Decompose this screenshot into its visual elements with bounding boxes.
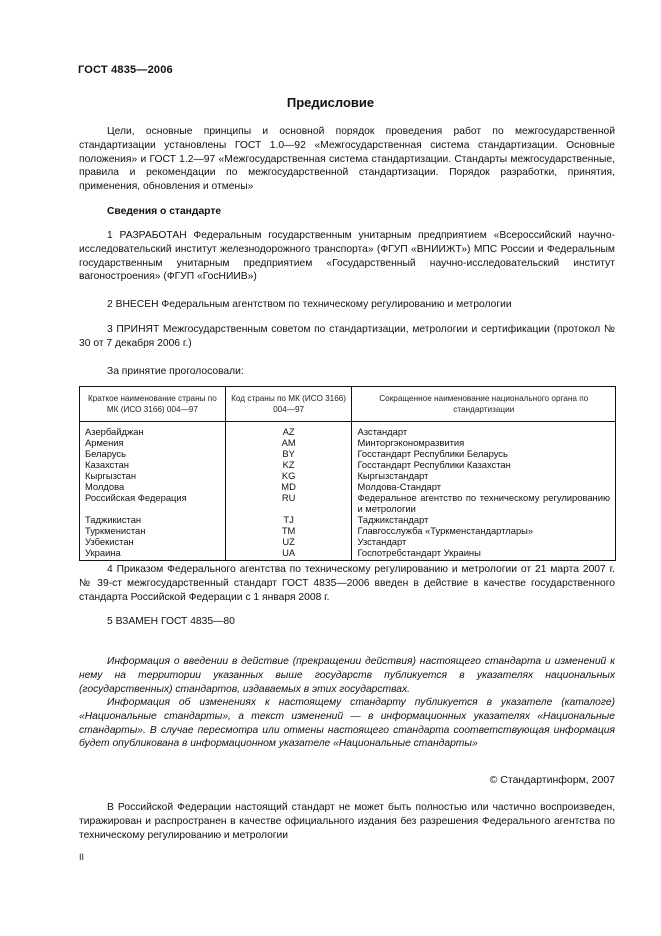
document-code-header: ГОСТ 4835—2006 (78, 64, 173, 76)
item-order: 4 Приказом Федерального агентства по техническому регулированию и метрологии от 21 марта 2007 г. № 39-ст межгосударственный стандарт ГОСТ 4835—2006 введен в действие в качестве государственного стандарта Российской Федерации с 1 января 2008 г. (79, 564, 615, 603)
country-cell: Украина (80, 547, 226, 561)
country-cell: Кыргызстан (80, 470, 226, 481)
body-cell: Азстандарт (352, 422, 616, 438)
table-row (80, 459, 616, 470)
rights-paragraph: В Российской Федерации настоящий стандарт не может быть полностью или частично воспроизведен, тиражирован и распространен в качестве официального издания без разрешения Федерального агентства по техническому регулированию и метрологии (79, 802, 615, 841)
country-cell: Беларусь (80, 448, 226, 459)
page-number: II (79, 852, 85, 862)
body-cell: Госстандарт Республики Беларусь (352, 448, 616, 459)
code-cell: TJ (225, 514, 352, 525)
body-cell: Госпотребстандарт Украины (352, 547, 616, 561)
info-paragraph-2: Информация об изменениях к настоящему стандарту публикуется в указателе (каталоге) «Национальные стандарты», а текст изменений — в информационных указателях «Национальные стандарты». В случае пересмотра или отмены настоящего стандарта соответствующая информация будет опубликована в информационном указателе «Национальные стандарты» (79, 697, 615, 750)
item-adopted: 3 ПРИНЯТ Межгосударственным советом по стандартизации, метрологии и сертификации (протокол № 30 от 7 декабря 2006 г.) (79, 324, 615, 349)
table-row (80, 547, 616, 561)
table-row (80, 514, 616, 525)
code-cell: AM (225, 437, 352, 448)
body-cell: Узстандарт (352, 536, 616, 547)
table-row (80, 422, 616, 438)
table-row (80, 525, 616, 536)
item-introduced: 2 ВНЕСЕН Федеральным агентством по техническому регулированию и метрологии (107, 299, 512, 310)
table-row (80, 470, 616, 481)
country-cell: Узбекистан (80, 536, 226, 547)
country-cell: Азербайджан (80, 422, 226, 438)
body-cell: Молдова-Стандарт (352, 481, 616, 492)
copyright-notice: © Стандартинформ, 2007 (489, 774, 615, 786)
table-row (80, 536, 616, 547)
country-cell: Российская Федерация (80, 492, 226, 514)
code-cell: MD (225, 481, 352, 492)
body-cell: Минторгэкономразвития (352, 437, 616, 448)
body-cell: Таджикстандарт (352, 514, 616, 525)
voted-label: За принятие проголосовали: (107, 366, 244, 377)
body-cell: Главгосслужба «Туркменстандартлары» (352, 525, 616, 536)
code-cell: UA (225, 547, 352, 561)
info-paragraph-1: Информация о введении в действие (прекращении действия) настоящего стандарта и изменений к нему на территории указанных выше государств публикуется в указателях национальных (государственных) стандартов, издаваемых в этих государствах. (79, 656, 615, 695)
country-cell: Молдова (80, 481, 226, 492)
country-cell: Туркменистан (80, 525, 226, 536)
section-subheading: Сведения о стандарте (107, 206, 222, 217)
member-states-table (79, 386, 616, 561)
country-cell: Казахстан (80, 459, 226, 470)
code-cell: UZ (225, 536, 352, 547)
body-cell: Федеральное агентство по техническому регулированию и метрологии (352, 492, 616, 514)
code-cell: TM (225, 525, 352, 536)
page-title: Предисловие (286, 95, 375, 110)
table-row (80, 448, 616, 459)
column-header-code: Код страны по МК (ИСО 3166) 004—97 (225, 387, 352, 422)
body-cell: Госстандарт Республики Казахстан (352, 459, 616, 470)
table-row (80, 492, 616, 514)
code-cell: BY (225, 448, 352, 459)
country-cell: Таджикистан (80, 514, 226, 525)
column-header-country: Краткое наименование страны по МК (ИСО 3166) 004—97 (80, 387, 226, 422)
body-cell: Кыргызстандарт (352, 470, 616, 481)
code-cell: KG (225, 470, 352, 481)
item-developed: 1 РАЗРАБОТАН Федеральным государственным унитарным предприятием «Всероссийский научно-исследовательский институт железнодорожного транспорта» (ФГУП «ВНИИЖТ») МПС России и Федеральным государственным унитарным предприятием «Государственный научно-исследовательский институт вагоностроения» (ФГУП «ГосНИИВ») (79, 230, 615, 283)
table-row (80, 437, 616, 448)
table-row (80, 481, 616, 492)
column-header-body: Сокращенное наименование национального органа по стандартизации (352, 387, 616, 422)
table-header-row (80, 387, 616, 422)
intro-paragraph: Цели, основные принципы и основной порядок проведения работ по межгосударственной стандартизации установлены ГОСТ 1.0—92 «Межгосударственная система стандартизации. Основные положения» и ГОСТ 1.2—97 «Межгосударственная система стандартизации. Стандарты межгосударственные, правила и рекомендации по межгосударственной стандартизации. Порядок разработки, принятия, применения, обновления и отмены» (79, 126, 615, 193)
country-cell: Армения (80, 437, 226, 448)
item-replaced: 5 ВЗАМЕН ГОСТ 4835—80 (107, 616, 235, 627)
code-cell: KZ (225, 459, 352, 470)
code-cell: AZ (225, 422, 352, 438)
code-cell: RU (225, 492, 352, 514)
